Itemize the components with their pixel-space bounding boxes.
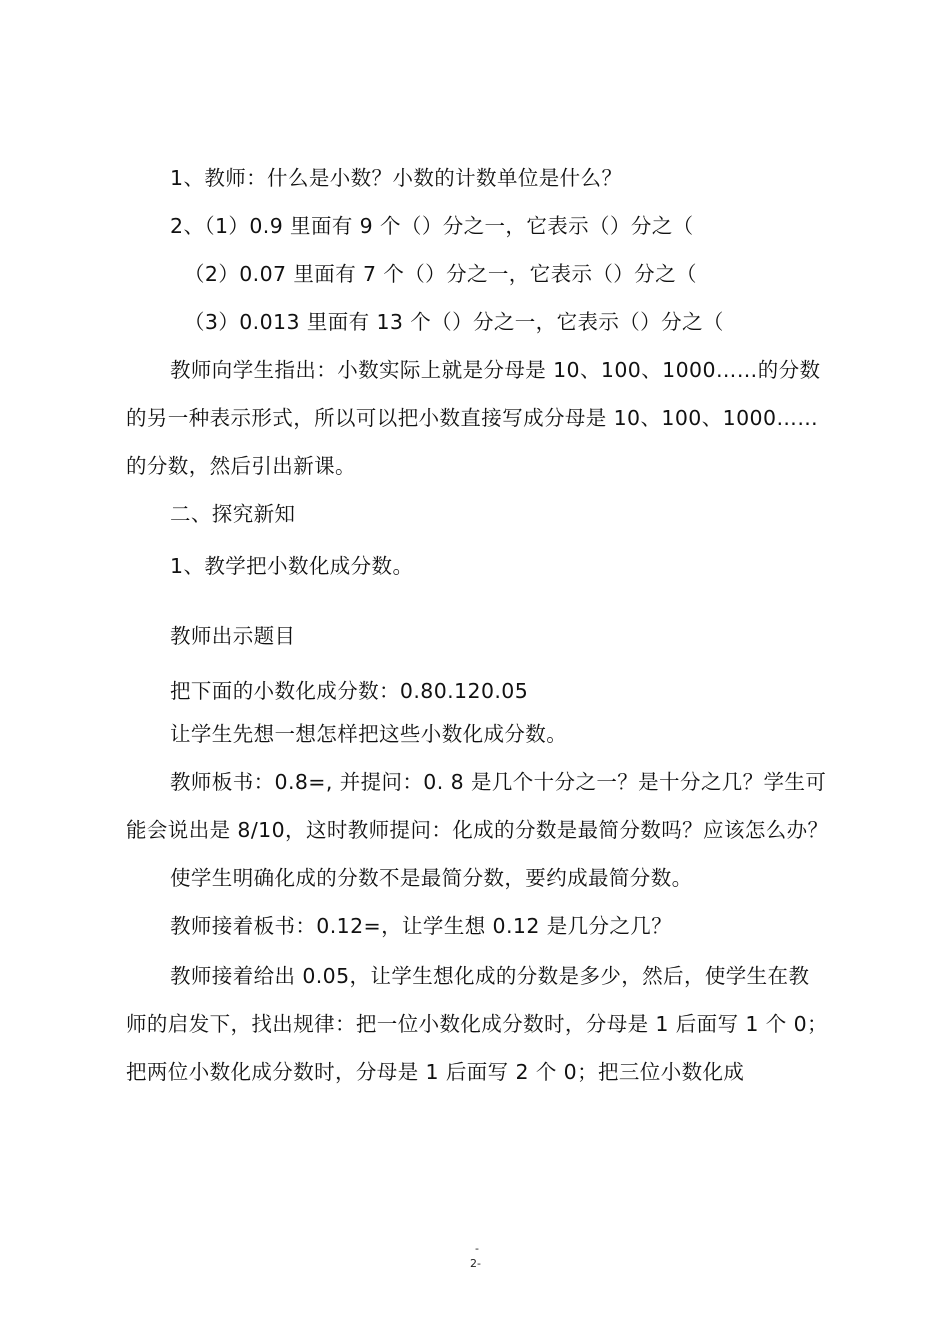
section-heading: 二、探究新知 bbox=[170, 502, 296, 526]
text-line: 教师接着板书：0.12=，让学生想 0.12 是几分之几？ bbox=[170, 914, 673, 938]
text-line: 师的启发下，找出规律：把一位小数化成分数时，分母是 1 后面写 1 个 0； bbox=[126, 1012, 828, 1036]
text-line: 的分数，然后引出新课。 bbox=[126, 454, 356, 478]
text-line: 教师向学生指出：小数实际上就是分母是 10、100、1000……的分数 bbox=[170, 358, 821, 382]
footer-dash: - bbox=[475, 1242, 479, 1255]
text-line: 2、（1）0.9 里面有 9 个（）分之一，它表示（）分之（ bbox=[170, 214, 694, 238]
text-line: 教师出示题目 bbox=[170, 624, 296, 648]
subsection-heading: 1、教学把小数化成分数。 bbox=[170, 554, 414, 578]
text-line: 1、教师：什么是小数？小数的计数单位是什么？ bbox=[170, 166, 623, 190]
text-line: 能会说出是 8/10，这时教师提问：化成的分数是最简分数吗？应该怎么办？ bbox=[126, 818, 829, 842]
text-line: 使学生明确化成的分数不是最简分数，要约成最简分数。 bbox=[170, 866, 693, 890]
text-line: 把两位小数化成分数时，分母是 1 后面写 2 个 0；把三位小数化成 bbox=[126, 1060, 745, 1084]
text-line: 让学生先想一想怎样把这些小数化成分数。 bbox=[170, 722, 568, 746]
text-line: 的另一种表示形式，所以可以把小数直接写成分母是 10、100、1000…… bbox=[126, 406, 819, 430]
page-number: 2- bbox=[470, 1257, 481, 1270]
text-line: 教师接着给出 0.05，让学生想化成的分数是多少，然后，使学生在教 bbox=[170, 964, 810, 988]
text-line: 把下面的小数化成分数：0.80.120.05 bbox=[170, 679, 529, 703]
text-line: （2）0.07 里面有 7 个（）分之一，它表示（）分之（ bbox=[184, 262, 697, 286]
text-line: （3）0.013 里面有 13 个（）分之一，它表示（）分之（ bbox=[184, 310, 724, 334]
text-line: 教师板书：0.8=, 并提问：0. 8 是几个十分之一？是十分之几？学生可 bbox=[170, 770, 827, 794]
